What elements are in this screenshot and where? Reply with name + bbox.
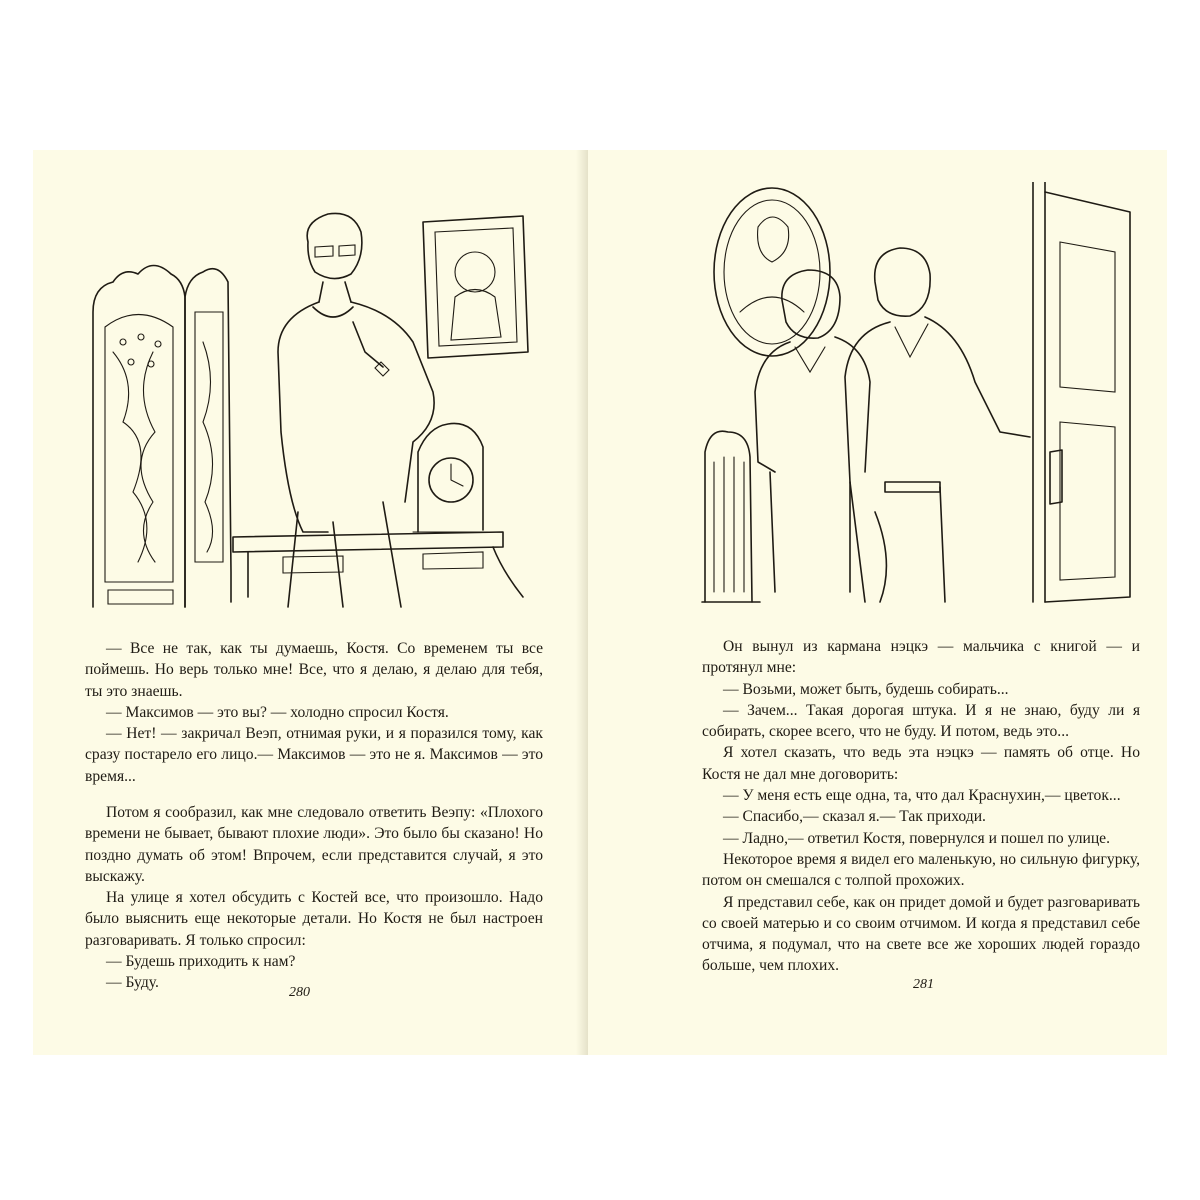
paragraph: — Максимов — это вы? — холодно спросил Костя.: [106, 703, 449, 721]
paragraph: На улице я хотел обсудить с Костей все, что произошло. Надо было выяснить еще некоторые детали. Но Костя не был настроен разговаривать. Я только спросил:: [85, 889, 543, 949]
table-drawing: [233, 532, 523, 597]
page-number: 280: [289, 985, 310, 1000]
boy-figure-drawing: [845, 248, 1030, 602]
left-illustration: [83, 202, 543, 612]
right-illustration: [700, 182, 1140, 610]
paragraph: — Ладно,— ответил Костя, повернулся и пошел по улице.: [723, 829, 1111, 847]
paragraph: Я хотел сказать, что ведь эта нэцкэ — память об отце. Но Костя не дал мне договорить:: [702, 744, 1140, 783]
oval-portrait-drawing: [714, 188, 830, 356]
paragraph: — Возьми, может быть, будешь собирать...: [723, 680, 1009, 698]
paragraph: — Зачем... Такая дорогая штука. И я не знаю, буду ли я собирать, скорее всего, что не буду. И потом, ведь это...: [702, 701, 1140, 741]
paragraph: — Спасибо,— сказал я.— Так приходи.: [723, 808, 986, 826]
page-number: 281: [913, 977, 934, 992]
paragraph: — Буду.: [106, 974, 159, 992]
paragraph: — Все не так, как ты думаешь, Костя. Со временем ты все поймешь. Но верь только мне! Все, что я делаю, я делаю для тебя, ты это знаешь.: [85, 640, 543, 700]
left-text-block-1: [85, 638, 543, 787]
paragraph: Некоторое время я видел его маленькую, но сильную фигурку, потом он смешался с толпой прохожих.: [702, 850, 1140, 890]
door-drawing: [1033, 182, 1130, 602]
framed-picture-drawing: [423, 216, 528, 358]
left-text-block-2: [85, 802, 543, 994]
right-page: [588, 150, 1167, 1055]
paragraph: — У меня есть еще одна, та, что дал Краснухин,— цветок...: [723, 787, 1121, 805]
paragraph: Потом я сообразил, как мне следовало ответить Веэпу: «Плохого времени не бывает, бывают плохие люди». Это было бы сказано! Но поздно думать об этом! Впрочем, если представится случай, я это выскажу.: [85, 804, 543, 885]
chair-drawing: [702, 431, 760, 602]
folding-screen-drawing: [93, 266, 231, 608]
paragraph: — Будешь приходить к нам?: [106, 953, 296, 971]
paragraph: — Нет! — закричал Веэп, отнимая руки, и я поразился тому, как сразу постарело его лицо.— Максимов — это не я. Максимов — это время...: [85, 725, 543, 785]
paragraph: Он вынул из кармана нэцкэ — мальчика с книгой — и протянул мне:: [702, 638, 1140, 677]
left-page: [33, 150, 585, 1055]
paragraph: Я представил себе, как он придет домой и будет разговаривать со своей матерью и со своим отчимом. И когда я представил себе отчима, я подумал, что на свете все же хороших людей гораздо больше, чем плохих.: [702, 893, 1140, 975]
boy-figure-drawing: [755, 270, 870, 592]
clock-drawing: [413, 423, 488, 532]
book-spread: [33, 150, 1167, 1055]
right-text-block: [702, 636, 1140, 977]
